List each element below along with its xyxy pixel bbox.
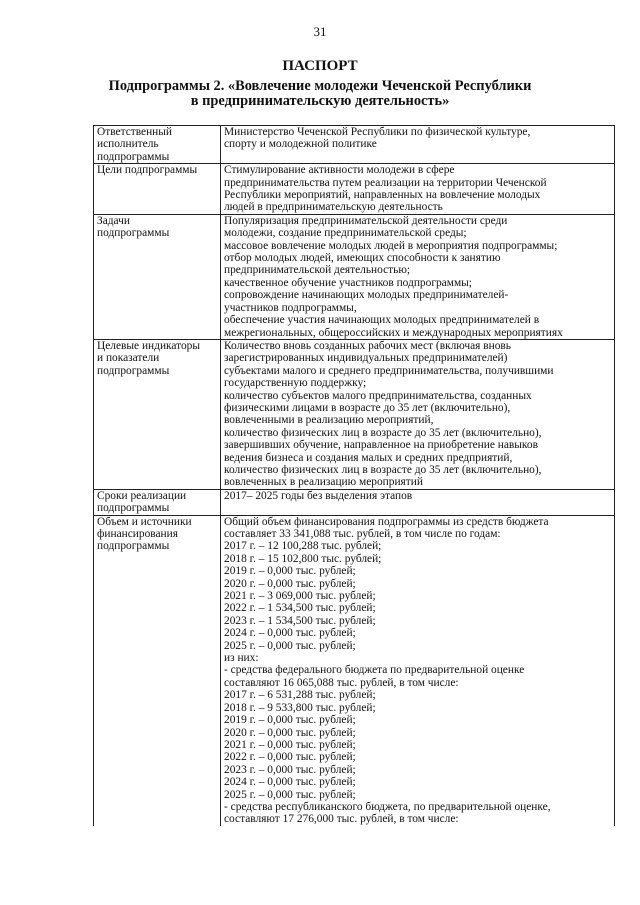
content-line: 2021 г. – 3 069,000 тыс. рублей; xyxy=(224,590,376,603)
row-goals xyxy=(94,164,615,215)
label-line: подпрограммы xyxy=(97,502,170,515)
content-line: 2017 г. – 6 531,288 тыс. рублей; xyxy=(224,689,376,702)
content-line: завершивших обучение, направленное на приобретение навыков xyxy=(224,439,538,452)
content-line: 2022 г. – 1 534,500 тыс. рублей; xyxy=(224,602,376,615)
label-line: Цели подпрограммы xyxy=(97,164,198,177)
content-line: 2019 г. – 0,000 тыс. рублей; xyxy=(224,714,356,727)
content-line: составляют 16 065,088 тыс. рублей, в том числе: xyxy=(224,676,459,689)
label-line: подпрограммы xyxy=(97,540,170,553)
content-line: из них: xyxy=(224,652,259,665)
row-responsible-executor xyxy=(94,126,615,164)
content-line: Республики мероприятий, направленных на вовлечение молодых xyxy=(224,189,541,202)
row-tasks xyxy=(94,214,615,339)
content-line: людей в предпринимательскую деятельность xyxy=(224,201,443,214)
row-content xyxy=(221,515,615,826)
content-line: 2020 г. – 0,000 тыс. рублей; xyxy=(224,577,356,590)
content-line: Министерство Чеченской Республики по физической культуре, xyxy=(224,126,531,138)
content-line: - средства республиканского бюджета, по предварительной оценке, xyxy=(224,800,551,813)
label-line: Объем и источники xyxy=(97,515,192,528)
content-line: качественное обучение участников подпрограммы; xyxy=(224,276,472,289)
content-line: 2017 г. – 12 100,288 тыс. рублей; xyxy=(224,540,382,553)
row-content xyxy=(221,126,615,164)
row-funding xyxy=(94,515,615,826)
label-line: Целевые индикаторы xyxy=(97,339,201,352)
label-line: и показатели xyxy=(97,352,160,365)
label-line: Задачи xyxy=(97,214,130,227)
row-target-indicators xyxy=(94,339,615,489)
content-line: зарегистрированных индивидуальных предпринимателей) xyxy=(224,352,508,365)
content-line: физическими лицами в возрасте до 35 лет (включительно), xyxy=(224,401,511,414)
subtitle-line: в предпринимательскую деятельность» xyxy=(190,93,450,110)
content-line: вовлеченных в реализацию мероприятий xyxy=(224,476,423,489)
content-line: 2018 г. – 9 533,800 тыс. рублей; xyxy=(224,701,376,714)
content-line: составляет 33 341,088 тыс. рублей, в том числе по годам: xyxy=(224,528,501,540)
row-label xyxy=(94,126,221,164)
label-line: Сроки реализации xyxy=(97,489,187,502)
content-line: субъектами малого и среднего предпринимательства, получившими xyxy=(224,364,554,377)
content-line: 2019 г. – 0,000 тыс. рублей; xyxy=(224,565,356,578)
content-line: 2024 г. – 0,000 тыс. рублей; xyxy=(224,627,356,640)
document-subtitle xyxy=(0,79,640,110)
content-line: межрегиональных, общероссийских и международных мероприятиях xyxy=(224,326,563,339)
content-line: отбор молодых людей, имеющих способности к занятию xyxy=(224,252,501,265)
row-label xyxy=(94,164,221,215)
row-label xyxy=(94,339,221,489)
row-content xyxy=(221,489,615,515)
content-line: 2025 г. – 0,000 тыс. рублей; xyxy=(224,639,356,652)
row-content xyxy=(221,214,615,339)
content-line: 2022 г. – 0,000 тыс. рублей; xyxy=(224,751,356,764)
content-line: вовлеченными в реализацию мероприятий, xyxy=(224,414,434,427)
content-line: составляют 17 276,000 тыс. рублей, в том числе: xyxy=(224,813,459,826)
content-line: массовое вовлечение молодых людей в мероприятия подпрограммы; xyxy=(224,239,558,252)
content-line: количество физических лиц в возрасте до 35 лет (включительно), xyxy=(224,463,542,476)
content-line: сопровождение начинающих молодых предпринимателей- xyxy=(224,289,509,302)
content-line: 2021 г. – 0,000 тыс. рублей; xyxy=(224,738,356,751)
content-line: 2020 г. – 0,000 тыс. рублей; xyxy=(224,726,356,739)
label-line: Ответственный xyxy=(97,126,173,138)
subtitle-line: Подпрограммы 2. «Вовлечение молодежи Чеченской Республики xyxy=(108,78,532,94)
row-label xyxy=(94,489,221,515)
content-line: ведения бизнеса и создания малых и средних предприятий, xyxy=(224,451,513,464)
content-line: 2025 г. – 0,000 тыс. рублей; xyxy=(224,788,356,801)
row-content xyxy=(221,164,615,215)
content-line: 2018 г. – 15 102,800 тыс. рублей; xyxy=(224,552,382,565)
content-line: - средства федерального бюджета по предварительной оценке xyxy=(224,664,525,677)
document-title: ПАСПОРТ xyxy=(282,58,358,74)
content-line: Стимулирование активности молодежи в сфере xyxy=(224,164,455,177)
content-line: предпринимательства путем реализации на территории Чеченской xyxy=(224,176,547,189)
label-line: подпрограммы xyxy=(97,150,170,163)
content-line: количество субъектов малого предпринимательства, созданных xyxy=(224,389,532,402)
content-line: Популяризация предпринимательской деятельности среди xyxy=(224,214,508,227)
content-line: количество физических лиц в возрасте до 35 лет (включительно), xyxy=(224,426,542,439)
content-line: 2017– 2025 годы без выделения этапов xyxy=(224,489,413,502)
passport-table xyxy=(93,125,615,826)
content-line: участников подпрограммы, xyxy=(224,301,357,314)
row-label xyxy=(94,515,221,826)
content-line: государственную поддержку; xyxy=(224,377,367,390)
content-line: спорту и молодежной политике xyxy=(224,138,377,151)
content-line: предпринимательской деятельностью; xyxy=(224,264,411,277)
content-line: молодежи, создание предпринимательской среды; xyxy=(224,227,467,240)
label-line: исполнитель xyxy=(97,138,159,151)
row-content xyxy=(221,339,615,489)
content-line: 2023 г. – 1 534,500 тыс. рублей; xyxy=(224,614,376,627)
content-line: обеспечение участия начинающих молодых предпринимателей в xyxy=(224,314,540,327)
label-line: финансирования xyxy=(97,528,178,540)
row-implementation-period xyxy=(94,489,615,515)
label-line: подпрограммы xyxy=(97,227,170,240)
content-line: Количество вновь созданных рабочих мест (включая вновь xyxy=(224,339,511,352)
page-number: 31 xyxy=(313,24,327,39)
content-line: 2024 г. – 0,000 тыс. рублей; xyxy=(224,776,356,789)
row-label xyxy=(94,214,221,339)
content-line: 2023 г. – 0,000 тыс. рублей; xyxy=(224,763,356,776)
label-line: подпрограммы xyxy=(97,364,170,377)
content-line: Общий объем финансирования подпрограммы из средств бюджета xyxy=(224,515,549,528)
